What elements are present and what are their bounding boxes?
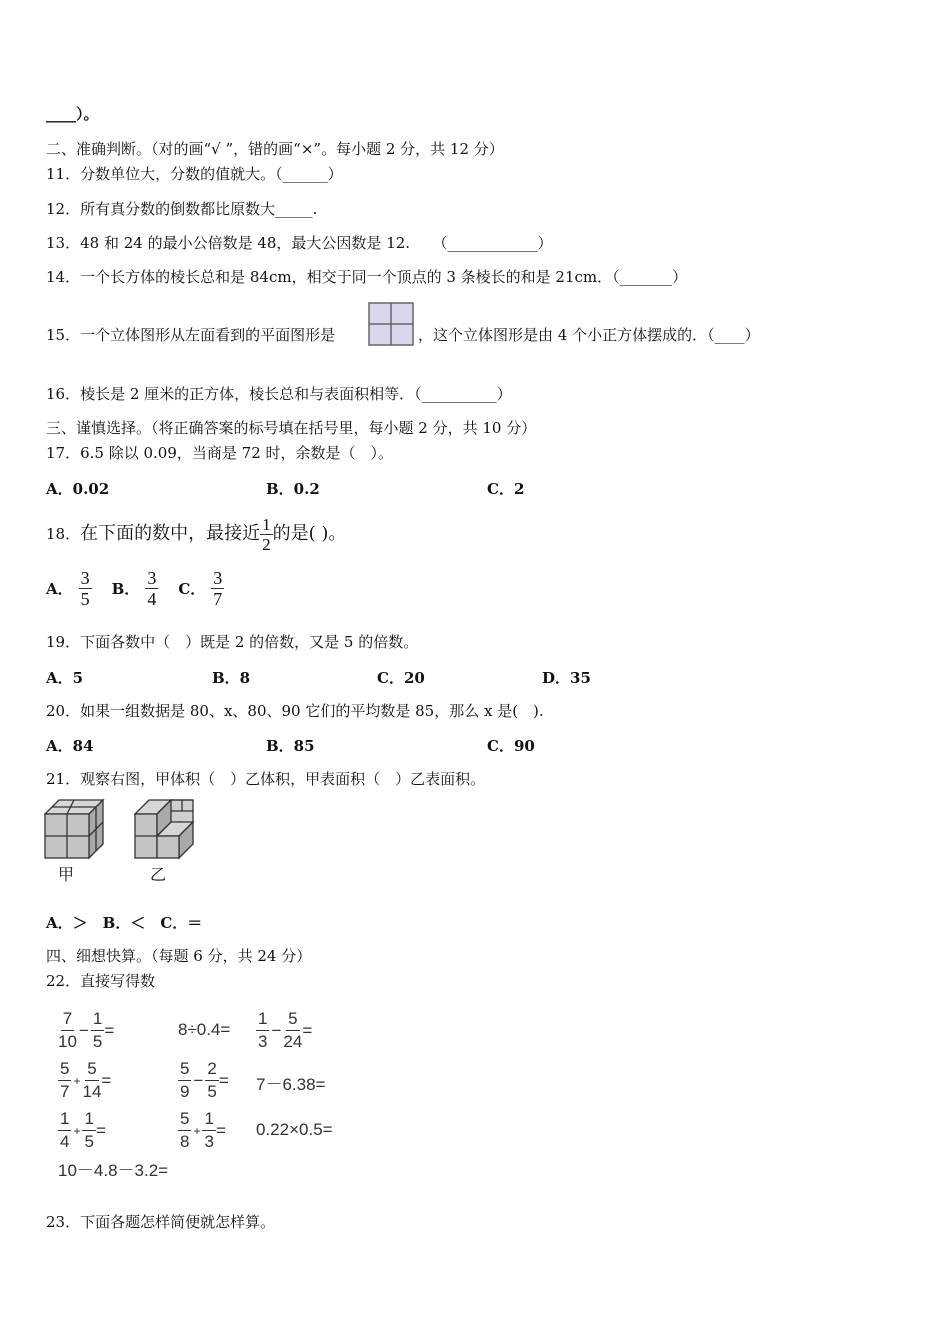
q18-option-a-fraction — [79, 568, 92, 609]
calc-5-9-minus-2-5 — [178, 1058, 229, 1103]
num: 1 — [202, 1108, 215, 1131]
num: 5 — [286, 1008, 299, 1031]
op: − — [193, 1070, 204, 1090]
question-13: 13．48 和 24 的最小公倍数是 48，最大公因数是 12. （____________） — [46, 234, 553, 252]
calc-8-div-0.4: 8÷0.4= — [178, 1020, 231, 1039]
q20-option-b: B．85 — [266, 737, 315, 755]
calc-5-8-plus-1-3 — [178, 1108, 226, 1153]
q19-option-c: C．20 — [377, 669, 425, 687]
q18-stem-b: 的是( )。 — [272, 523, 347, 544]
q18-c-den: 7 — [213, 589, 223, 609]
q20-option-a: A．84 — [46, 737, 94, 755]
frac — [178, 1058, 191, 1103]
calc-10-minus-4.8-minus-3.2: 10－4.8－3.2= — [58, 1161, 169, 1180]
den: 14 — [82, 1082, 102, 1101]
den: 7 — [60, 1082, 70, 1101]
calc-1-3-minus-5-24 — [256, 1008, 312, 1053]
q18-option-c-label: C． — [178, 580, 206, 598]
eq: = — [95, 1120, 106, 1140]
question-11: 11．分数单位大，分数的值就大。（______） — [46, 165, 343, 183]
q18-stem-a: 在下面的数中，最接近 — [80, 523, 261, 544]
q18-c-num: 3 — [213, 568, 223, 588]
den: 3 — [204, 1132, 214, 1151]
frac — [256, 1008, 269, 1053]
frac — [58, 1008, 77, 1053]
num: 5 — [178, 1108, 191, 1131]
num: 1 — [256, 1008, 269, 1031]
cube-figure-yi-icon — [134, 799, 196, 861]
q19-option-d: D．35 — [542, 669, 591, 687]
left-view-square-icon — [368, 302, 414, 346]
q17-option-a: A．0.02 — [46, 480, 110, 498]
eq: = — [215, 1120, 226, 1140]
eq: = — [104, 1020, 115, 1040]
frac — [205, 1058, 218, 1103]
q18-a-num: 3 — [80, 568, 90, 588]
q18-prefix: 18． — [46, 525, 81, 543]
calc-0.22-times-0.5: 0.22×0.5= — [256, 1120, 333, 1139]
question-22: 22．直接写得数 — [46, 972, 156, 990]
den: 9 — [180, 1082, 190, 1101]
label-yi: 乙 — [150, 865, 167, 884]
q17-option-b: B．0.2 — [266, 480, 320, 498]
q18-b-den: 4 — [147, 589, 157, 609]
section-3-heading: 三、谨慎选择。（将正确答案的标号填在括号里，每小题 2 分，共 10 分） — [46, 419, 537, 437]
q18-half-fraction — [260, 515, 273, 554]
num: 7 — [61, 1008, 74, 1031]
calc-1-4-plus-1-5 — [58, 1108, 106, 1153]
question-18 — [46, 512, 346, 556]
num: 5 — [58, 1058, 71, 1081]
num: 5 — [85, 1058, 98, 1081]
q19-option-b: B．8 — [212, 669, 251, 687]
question-21: 21．观察右图，甲体积（ ）乙体积，甲表面积（ ）乙表面积。 — [46, 770, 486, 788]
calc-5-7-plus-5-14 — [58, 1058, 111, 1103]
q18-half-den: 2 — [262, 534, 271, 554]
q18-options — [46, 568, 224, 609]
q18-option-c-fraction — [211, 568, 224, 609]
question-12: 12．所有真分数的倒数都比原数大_____. — [46, 200, 318, 218]
num: 2 — [205, 1058, 218, 1081]
q18-half-num: 1 — [262, 514, 271, 534]
eq: = — [218, 1070, 229, 1090]
question-15-after: ，这个立体图形是由 4 个小正方体摆成的．（____） — [418, 326, 760, 344]
num: 1 — [58, 1108, 71, 1131]
frac — [58, 1108, 71, 1153]
num: 5 — [178, 1058, 191, 1081]
question-23: 23．下面各题怎样简便就怎样算。 — [46, 1213, 276, 1231]
q17-option-c: C．2 — [487, 480, 525, 498]
den: 24 — [283, 1032, 303, 1051]
calc-7-minus-6.38: 7－6.38= — [256, 1075, 326, 1094]
frac — [202, 1108, 215, 1153]
question-15-before: 15．一个立体图形从左面看到的平面图形是 — [46, 326, 336, 344]
op: − — [78, 1020, 89, 1040]
question-19: 19．下面各数中（ ）既是 2 的倍数，又是 5 的倍数。 — [46, 633, 419, 651]
den: 5 — [207, 1082, 217, 1101]
frac — [58, 1058, 71, 1103]
section-4-heading: 四、细想快算。（每题 6 分，共 24 分） — [46, 947, 312, 965]
den: 5 — [84, 1132, 94, 1151]
question-14: 14．一个长方体的棱长总和是 84cm，相交于同一个顶点的 3 条棱长的和是 21cm．（_______） — [46, 268, 688, 286]
q20-option-c: C．90 — [487, 737, 535, 755]
op: + — [193, 1123, 201, 1138]
q18-option-b-label: B． — [111, 580, 140, 598]
q18-option-a-label: A． — [46, 580, 73, 598]
label-jia: 甲 — [58, 865, 75, 884]
frac — [178, 1108, 191, 1153]
q21-options: A．＞ B．＜ C．＝ — [46, 914, 203, 932]
den: 8 — [180, 1132, 190, 1151]
frac — [283, 1008, 302, 1053]
top-blank-line: ____）。 — [46, 105, 99, 123]
op: + — [73, 1123, 81, 1138]
frac — [82, 1108, 95, 1153]
calc-7-10-minus-1-5 — [58, 1008, 114, 1053]
q18-option-b-fraction — [145, 568, 158, 609]
section-2-heading: 二、准确判断。（对的画“√ ”，错的画“×”。每小题 2 分，共 12 分） — [46, 140, 504, 158]
den: 3 — [258, 1032, 268, 1051]
den: 4 — [60, 1132, 70, 1151]
question-16: 16．棱长是 2 厘米的正方体，棱长总和与表面积相等．（__________） — [46, 385, 512, 403]
question-20: 20．如果一组数据是 80、x、80、90 它们的平均数是 85，那么 x 是( ). — [46, 702, 544, 720]
question-17: 17．6.5 除以 0.09，当商是 72 时，余数是（ ）。 — [46, 444, 394, 462]
num: 1 — [91, 1008, 104, 1031]
op: + — [73, 1073, 81, 1088]
frac — [82, 1058, 101, 1103]
cube-figure-jia-icon — [44, 799, 106, 861]
num: 1 — [82, 1108, 95, 1131]
den: 5 — [92, 1032, 103, 1051]
q18-a-den: 5 — [80, 589, 90, 609]
q19-option-a: A．5 — [46, 669, 84, 687]
frac — [91, 1008, 104, 1053]
den: 10 — [58, 1032, 77, 1051]
eq: = — [101, 1070, 112, 1090]
op: − — [271, 1020, 282, 1040]
q18-b-num: 3 — [147, 568, 157, 588]
question-15 — [46, 325, 335, 345]
eq: = — [302, 1020, 313, 1040]
